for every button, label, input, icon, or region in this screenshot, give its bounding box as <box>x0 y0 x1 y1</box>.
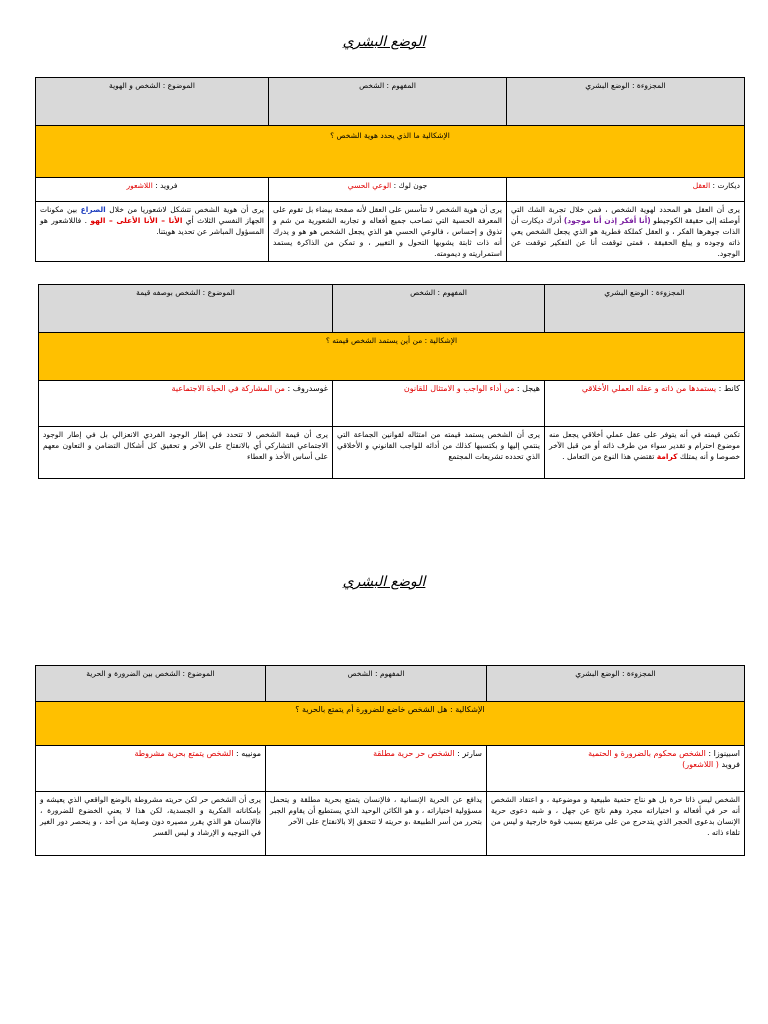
page-title-2: الوضع البشري <box>342 574 426 590</box>
philosopher-freud: فرويد : اللاشعور <box>36 178 269 202</box>
unit-cell: المجزوءة : الوضع البشري <box>487 666 745 702</box>
thesis-text-freud: يرى أن هوية الشخص تتشكل لاشعوريا من خلال الصراع بين مكونات الجهاز النفسي الثلاث أي الأنا – الأنا الأعلى – الهو . فاللاشعور هو المسؤول المباشر عن تحديد هويتنا. <box>36 202 269 262</box>
table-person-value <box>38 284 745 479</box>
thesis-text-mounier: يرى أن الشخص حر لكن حريته مشروطة بالوضع الواقعي الذي يعيشه و بإمكاناته الفكرية و الجسدية، لكن هذا لا يعني الخضوع للضرورة ، فالإنسان هو الذي يقرر مصيره دون وصاية من أحد ، و ينحصر دور الغير في التوجيه و الإرشاد و ليس القسر <box>36 792 266 856</box>
thesis-text-locke: يرى أن هوية الشخص لا تتأسس على العقل لأنه صفحة بيضاء بل تقوم على المعرفة الحسية التي تصاحب جميع أفعاله و تجاربه الشعورية من شم و تذوق و إحساس ، فالوعي الحسي هو الذي يجعل الشخص هو هو و يدرك أنه ذات ثابتة يشوبها التحول و التغيير ، و تمكن من الذاكرة يستمد استمراريته و ديمومته. <box>269 202 507 262</box>
thesis-text-kant: تكمن قيمته في أنه يتوفر على عقل عملي أخلاقي يجعل منه موضوع احترام و تقدير سواء من طرف ذاته أو من قبل الآخر خصوصا و أنه يمتلك كرامة تقتضي هذا النوع من التعامل . <box>545 427 745 479</box>
problem-statement: الإشكالية : هل الشخص خاضع للضرورة أم يتمتع بالحرية ؟ <box>36 702 745 746</box>
problem-statement: الإشكالية : من أين يستمد الشخص قيمته ؟ <box>39 333 745 381</box>
philosopher-kant: كانط : يستمدها من ذاته و عقله العملي الأخلاقي <box>545 381 745 427</box>
concept-cell: المفهوم : الشخص <box>266 666 487 702</box>
page-title: الوضع البشري <box>342 34 426 50</box>
unit-cell: المجزوءة : الوضع البشري <box>507 78 745 126</box>
thesis-text-descartes: يرى أن العقل هو المحدد لهوية الشخص ، فمن خلال تجربة الشك التي أوصلته إلى حقيقة الكوجيطو (أنا أفكر إذن أنا موجود) أدرك ديكارت أن الذات جوهرها الفكر ، و العقل كملكة فطرية هو الذي يجعل الشخص يعي ذاته وجوده و يبلغ الحقيقة ، فمتى توقفت أنا عن التفكير توقفت عن الوجود. <box>507 202 745 262</box>
table-necessity-freedom <box>35 665 745 856</box>
topic-cell: الموضوع : الشخص و الهوية <box>36 78 269 126</box>
philosopher-spinoza: اسبينوزا : الشخص محكوم بالضرورة و الحتمية فرويد ( اللاشعور) <box>487 746 745 792</box>
thesis-text-sartre: يدافع عن الحرية الإنسانية ، فالإنسان يتمتع بحرية مطلقة و يتحمل مسؤولية اختياراته ، و هو الكائن الوحيد الذي يستطيع أن يقاوم الجبر بتحرر من أسر الطبيعة ،و حريته لا تتحقق إلا بالانفتاح على الآخر <box>266 792 487 856</box>
philosopher-locke: جون لوك : الوعي الحسي <box>269 178 507 202</box>
philosopher-hegel: هيجل : من أداء الواجب و الامتثال للقانون <box>333 381 545 427</box>
philosopher-descartes: ديكارت : العقل <box>507 178 745 202</box>
thesis-text-hegel: يرى أن الشخص يستمد قيمته من امتثاله لقوانين الجماعة التي ينتمي إليها و بكتسبها كذلك من أدائه للواجب القانوني و الأخلاقي الذي تحدده تشريعات المجتمع <box>333 427 545 479</box>
thesis-text-spinoza: الشخص ليس ذاتا حرة بل هو نتاج حتمية طبيعية و موضوعية ، و اعتقاد الشخص أنه حر في أفعاله و اختياراته مجرد وهم ناتج عن جهل ، و شبه دعوى حرية الإنسان بدعوى الحجر الذي يتدحرج من على مرتفع بسبب قوة خارجية و ليس من تلقاء ذاته . <box>487 792 745 856</box>
concept-cell: المفهوم : الشخص <box>333 285 545 333</box>
problem-statement: الإشكالية ما الذي يحدد هوية الشخص ؟ <box>36 126 745 178</box>
topic-cell: الموضوع : الشخص بين الضرورة و الحرية <box>36 666 266 702</box>
philosopher-sartre: سارتر : الشخص حر حرية مطلقة <box>266 746 487 792</box>
table-person-identity <box>35 77 745 262</box>
unit-cell: المجزوءة : الوضع البشري <box>545 285 745 333</box>
philosopher-gusdorf: غوسدروف : من المشاركة في الحياة الاجتماعية <box>39 381 333 427</box>
philosopher-mounier: مونييه : الشخص يتمتع بحرية مشروطة <box>36 746 266 792</box>
concept-cell: المفهوم : الشخص <box>269 78 507 126</box>
thesis-text-gusdorf: يرى أن قيمة الشخص لا تتحدد في إطار الوجود الفردي الانعزالي بل في إطار الوجود الاجتماعي التشاركي أي بالانفتاح على الآخر و تحقيق كل أشكال التضامن و التعاون معهم على أساس الأخذ و العطاء <box>39 427 333 479</box>
topic-cell: الموضوع : الشخص بوصفه قيمة <box>39 285 333 333</box>
